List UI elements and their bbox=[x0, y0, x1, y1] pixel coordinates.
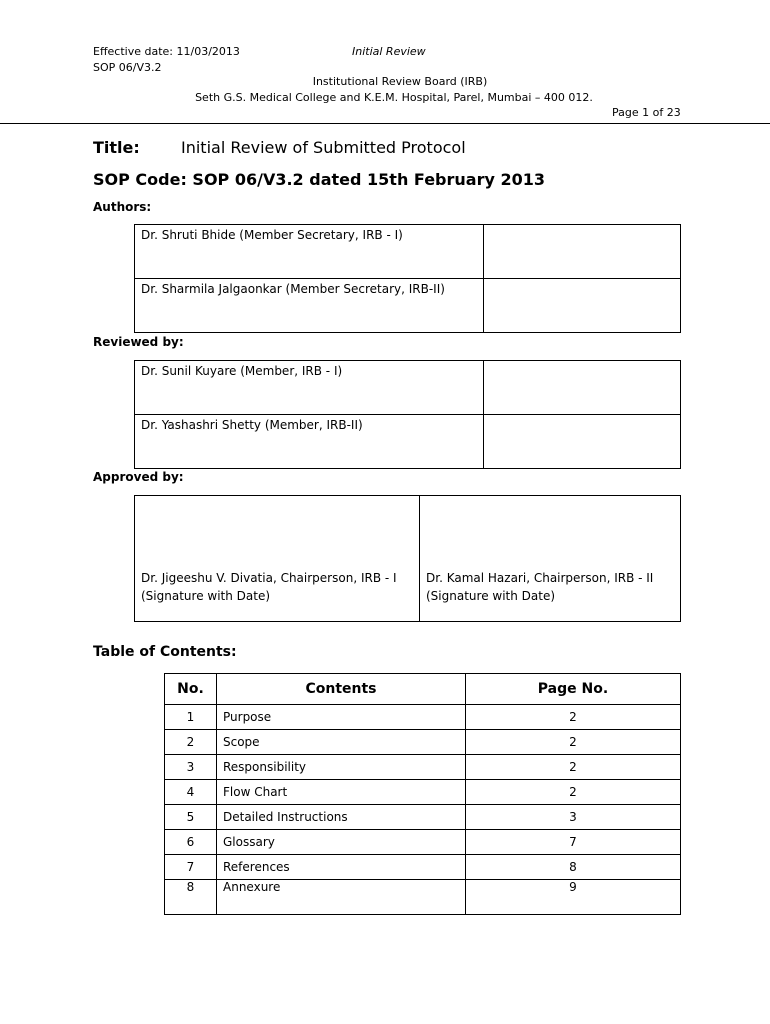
toc-page: 2 bbox=[466, 755, 681, 780]
toc-no: 5 bbox=[165, 805, 217, 830]
header-divider bbox=[0, 123, 770, 124]
table-row bbox=[165, 730, 681, 755]
institution-name: Seth G.S. Medical College and K.E.M. Hospital, Parel, Mumbai – 400 012. bbox=[195, 91, 593, 104]
table-row bbox=[165, 805, 681, 830]
page-title: Initial Review of Submitted Protocol bbox=[181, 138, 466, 157]
toc-heading: Table of Contents: bbox=[93, 644, 237, 660]
author-signature-cell bbox=[484, 279, 681, 333]
approved-label: Approved by: bbox=[93, 470, 184, 484]
signature-note: (Signature with Date) bbox=[141, 589, 271, 603]
toc-no: 2 bbox=[165, 730, 217, 755]
author-signature-cell bbox=[484, 225, 681, 279]
effective-date: Effective date: 11/03/2013 bbox=[93, 45, 240, 58]
sop-version: SOP 06/V3.2 bbox=[93, 61, 162, 74]
toc-page: 2 bbox=[466, 730, 681, 755]
toc-table bbox=[164, 673, 681, 915]
table-row bbox=[165, 880, 681, 915]
table-row bbox=[165, 780, 681, 805]
toc-content: Detailed Instructions bbox=[217, 805, 466, 830]
toc-no: 3 bbox=[165, 755, 217, 780]
table-row bbox=[165, 830, 681, 855]
author-name: Dr. Sharmila Jalgaonkar (Member Secretary, IRB-II) bbox=[135, 279, 484, 333]
toc-no: 6 bbox=[165, 830, 217, 855]
authors-table bbox=[134, 224, 681, 333]
title-label: Title: bbox=[93, 138, 140, 157]
doc-label: Initial Review bbox=[352, 45, 426, 58]
toc-no: 1 bbox=[165, 705, 217, 730]
toc-content: Responsibility bbox=[217, 755, 466, 780]
toc-page: 2 bbox=[466, 705, 681, 730]
approver-cell-irb-2 bbox=[420, 496, 681, 622]
table-row bbox=[165, 705, 681, 730]
page-number: Page 1 of 23 bbox=[612, 106, 681, 119]
toc-col-contents: Contents bbox=[217, 674, 466, 705]
authors-label: Authors: bbox=[93, 200, 152, 214]
toc-content: References bbox=[217, 855, 466, 880]
reviewers-table bbox=[134, 360, 681, 469]
reviewer-name: Dr. Yashashri Shetty (Member, IRB-II) bbox=[135, 415, 484, 469]
reviewer-name: Dr. Sunil Kuyare (Member, IRB - I) bbox=[135, 361, 484, 415]
author-name: Dr. Shruti Bhide (Member Secretary, IRB - I) bbox=[135, 225, 484, 279]
toc-content: Purpose bbox=[217, 705, 466, 730]
sop-code: SOP Code: SOP 06/V3.2 dated 15th February 2013 bbox=[93, 170, 545, 189]
toc-content: Flow Chart bbox=[217, 780, 466, 805]
toc-header-row bbox=[165, 674, 681, 705]
toc-no: 8 bbox=[165, 880, 217, 915]
toc-page: 7 bbox=[466, 830, 681, 855]
table-row bbox=[165, 855, 681, 880]
toc-no: 7 bbox=[165, 855, 217, 880]
approver-cell-irb-1 bbox=[135, 496, 420, 622]
toc-col-no: No. bbox=[165, 674, 217, 705]
toc-content: Scope bbox=[217, 730, 466, 755]
toc-page: 2 bbox=[466, 780, 681, 805]
table-row bbox=[165, 755, 681, 780]
reviewed-label: Reviewed by: bbox=[93, 335, 184, 349]
toc-page: 9 bbox=[466, 880, 681, 915]
toc-no: 4 bbox=[165, 780, 217, 805]
reviewer-signature-cell bbox=[484, 361, 681, 415]
toc-col-page: Page No. bbox=[466, 674, 681, 705]
approver-name: Dr. Jigeeshu V. Divatia, Chairperson, IRB - I bbox=[141, 571, 397, 585]
toc-content: Annexure bbox=[217, 880, 466, 915]
toc-page: 3 bbox=[466, 805, 681, 830]
board-name: Institutional Review Board (IRB) bbox=[312, 75, 488, 88]
approver-name: Dr. Kamal Hazari, Chairperson, IRB - II bbox=[426, 571, 654, 585]
toc-content: Glossary bbox=[217, 830, 466, 855]
reviewer-signature-cell bbox=[484, 415, 681, 469]
approvers-table bbox=[134, 495, 681, 622]
toc-page: 8 bbox=[466, 855, 681, 880]
signature-note: (Signature with Date) bbox=[426, 589, 556, 603]
